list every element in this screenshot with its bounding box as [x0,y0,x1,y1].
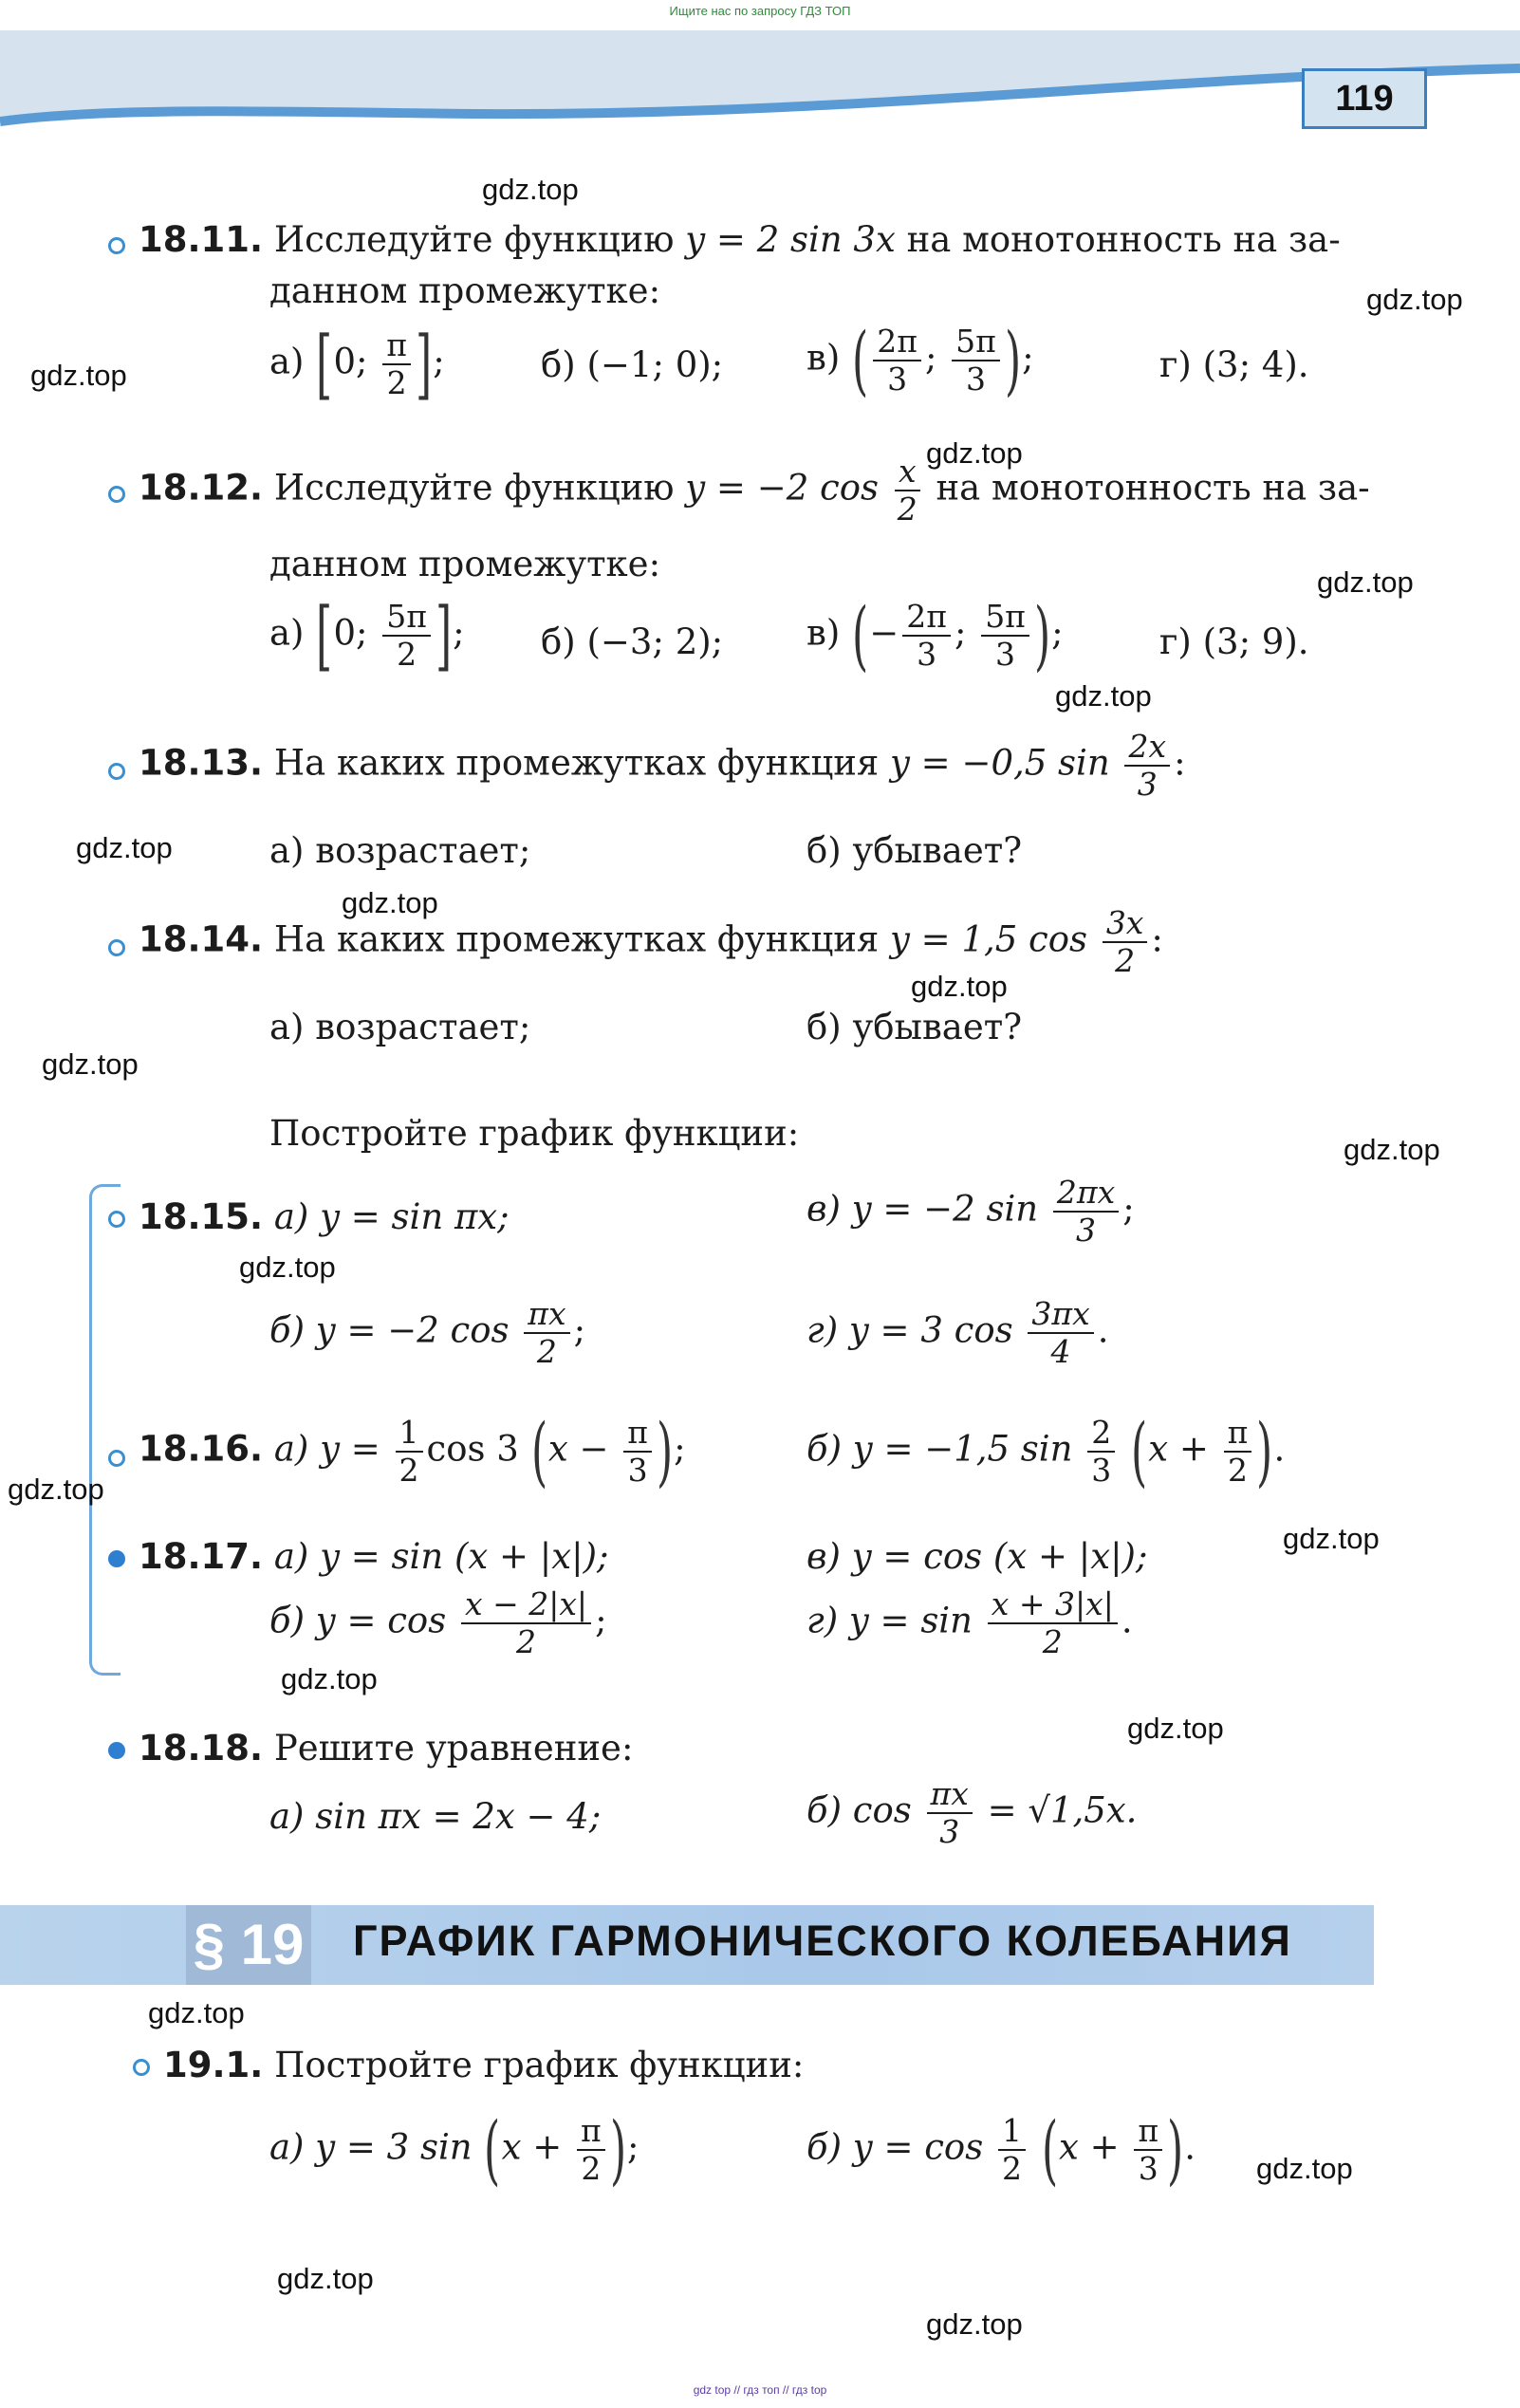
watermark: gdz.top [482,173,579,206]
exercise-19-1-b: б) y = cos $\frac{1}{2}$ (x + $\frac{\pi}{3}$ ). [806,2105,1196,2194]
exercise-18-11-b: б) (−1; 0); [541,344,724,385]
exercise-marker-filled [108,1550,125,1567]
page-number: 119 [1302,68,1427,129]
exercise-marker-open [108,1211,125,1228]
exercise-marker-open [108,1450,125,1467]
exercise-18-17-b: б) y = cos $\frac{x - 2|x|}{2}$ ; [269,1585,607,1660]
header-band [0,30,1520,152]
group-bracket [89,1184,120,1676]
exercise-19-1-a: а) y = 3 sin (x + $\frac{\pi}{2}$ ); [269,2105,640,2194]
section-title: ГРАФИК ГАРМОНИЧЕСКОГО КОЛЕБАНИЯ [353,1917,1292,1965]
watermark: gdz.top [1256,2152,1353,2185]
exercise-18-11-g: г) (3; 4). [1159,344,1309,385]
watermark: gdz.top [1127,1712,1224,1745]
exercise-18-18-b: б) cos $\frac{\pi x}{3}$ = √1,5x. [806,1775,1138,1850]
exercise-marker-open [108,939,125,956]
watermark: gdz.top [911,970,1008,1003]
exercise-18-13-b: б) убывает? [806,830,1023,871]
watermark: gdz.top [1283,1522,1380,1555]
section-badge: § 19 [186,1905,311,1985]
exercise-marker-open [108,763,125,780]
exercise-18-12-title: 18.12. Исследуйте функцию y = −2 cos $\frac{x}{2}$ на монотонность на за- [139,453,1370,528]
exercise-18-11-title: 18.11. Исследуйте функцию y = 2 sin 3x на монотонность на за- [139,219,1341,260]
exercise-18-14-b: б) убывает? [806,1007,1023,1047]
watermark: gdz.top [8,1473,104,1506]
exercise-18-11-v: в) ( $\frac{2\pi}{3}$ ; $\frac{5\pi}{3}$ ); [806,316,1034,404]
exercise-18-12-a: а) [0; $\frac{5\pi}{2}$ ]; [269,591,465,679]
build-heading: Постройте график функции: [269,1113,800,1154]
exercise-18-15-a: 18.15. а) y = sin πx; [139,1196,510,1237]
exercise-18-17-v: в) y = cos (x + |x|); [806,1536,1148,1577]
exercise-18-12-g: г) (3; 9). [1159,621,1309,662]
exercise-marker-open [108,486,125,503]
exercise-18-12-line2: данном промежутке: [269,544,661,584]
exercise-18-12-v: в) (− $\frac{2\pi}{3}$ ; $\frac{5\pi}{3}$ ); [806,591,1064,679]
exercise-18-15-v: в) y = −2 sin $\frac{2\pi x}{3}$ ; [806,1174,1135,1249]
exercise-18-13-a: а) возрастает; [269,830,531,871]
exercise-18-11-a: а) [0; $\frac{\pi}{2}$ ]; [269,320,445,408]
exercise-18-18-a: а) sin πx = 2x − 4; [269,1796,602,1837]
exercise-19-1-title: 19.1. Постройте график функции: [163,2045,805,2085]
watermark: gdz.top [42,1047,139,1081]
watermark: gdz.top [1344,1133,1440,1166]
watermark: gdz.top [1317,565,1414,599]
watermark: gdz.top [277,2262,374,2295]
exercise-18-16-b: б) y = −1,5 sin $\frac{2}{3}$ (x + $\frac{\pi}{2}$ ). [806,1407,1286,1495]
exercise-18-15-b: б) y = −2 cos $\frac{\pi x}{2}$ ; [269,1295,586,1370]
watermark: gdz.top [30,359,127,392]
exercise-marker-filled [108,1742,125,1759]
watermark: gdz.top [342,886,438,919]
exercise-marker-open [108,237,125,254]
watermark: gdz.top [926,436,1023,470]
exercise-18-14-title: 18.14. На каких промежутках функция y = 1,5 cos $\frac{3x}{2}$ : [139,904,1163,979]
exercise-marker-open [133,2059,150,2076]
watermark: gdz.top [148,1996,245,2029]
watermark: gdz.top [76,831,173,864]
exercise-18-14-a: а) возрастает; [269,1007,531,1047]
exercise-18-16-a: 18.16. а) y = $\frac{1}{2}$ cos 3 (x − $\frac{\pi}{3}$ ); [139,1407,686,1495]
exercise-number: 18.11. [139,219,264,260]
top-note: Ищите нас по запросу ГДЗ ТОП [669,4,851,18]
exercise-18-15-g: г) y = 3 cos $\frac{3\pi x}{4}$ . [806,1295,1109,1370]
watermark: gdz.top [1366,283,1463,316]
exercise-18-18-title: 18.18. Решите уравнение: [139,1728,634,1769]
watermark: gdz.top [239,1250,336,1284]
watermark: gdz.top [926,2307,1023,2341]
exercise-18-13-title: 18.13. На каких промежутках функция y = −0,5 sin $\frac{2x}{3}$ : [139,728,1186,803]
exercise-18-17-a: 18.17. а) y = sin (x + |x|); [139,1536,609,1577]
exercise-18-12-b: б) (−3; 2); [541,621,724,662]
exercise-18-17-g: г) y = sin $\frac{x + 3|x|}{2}$ . [806,1585,1133,1660]
watermark: gdz.top [1055,679,1152,713]
bottom-note: gdz top // гдз топ // гдз top [693,2383,827,2397]
exercise-18-11-line2: данном промежутке: [269,270,661,311]
watermark: gdz.top [281,1662,378,1695]
